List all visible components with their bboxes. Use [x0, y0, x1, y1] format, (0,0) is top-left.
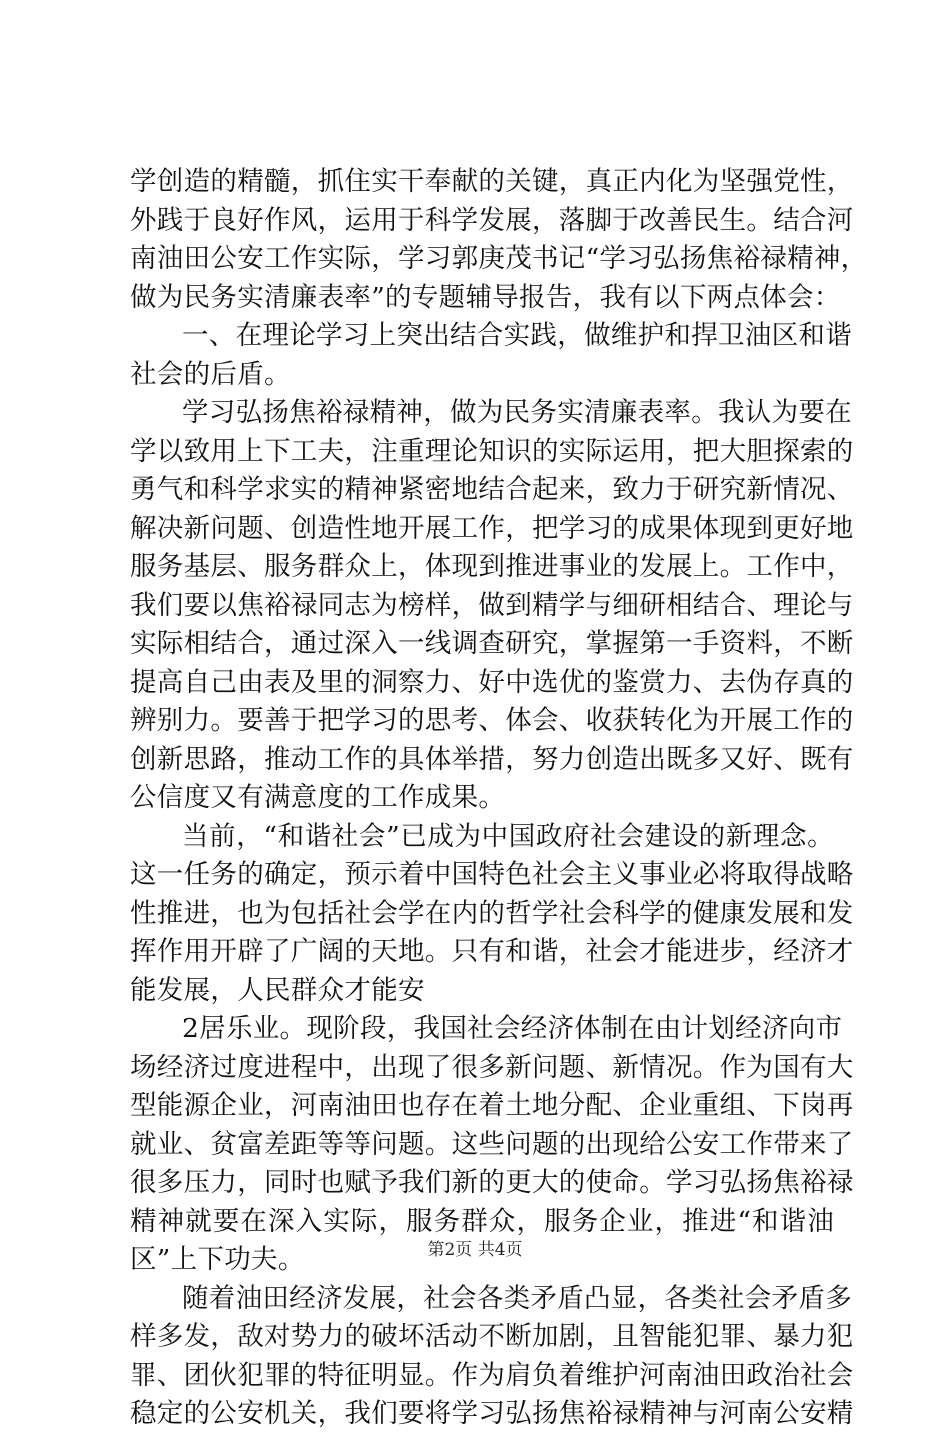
text-line: 稳定的公安机关，我们要将学习弘扬焦裕禄精神与河南公安精: [130, 1398, 854, 1429]
paragraph: [130, 1280, 854, 1434]
text-line: 做为民务实清廉表率”的专题辅导报告，我有以下两点体会：: [130, 281, 841, 313]
text-line: 勇气和科学求实的精神紧密地结合起来，致力于研究新情况、: [130, 474, 854, 505]
text-line: 我们要以焦裕禄同志为榜样，做到精学与细研相结合、理论与: [130, 589, 854, 621]
paragraph: [130, 818, 854, 1011]
text-line: 精神就要在深入实际，服务群众，服务企业，推进“和谐油: [130, 1205, 834, 1237]
text-line: 样多发，敌对势力的破坏活动不断加剧，且智能犯罪、暴力犯: [130, 1321, 854, 1352]
text-line: 提高自己由表及里的洞察力、好中选优的鉴赏力、去伪存真的: [130, 666, 854, 698]
text-line: 很多压力，同时也赋予我们新的更大的使命。学习弘扬焦裕禄: [130, 1167, 854, 1198]
text-line: 就业、贫富差距等等问题。这些问题的出现给公安工作带来了: [130, 1128, 854, 1160]
text-line: 创新思路，推动工作的具体举措，努力创造出既多又好、既有: [130, 743, 854, 775]
text-line: 当前，“和谐社会”已成为中国政府社会建设的新理念。: [182, 820, 834, 852]
paragraph: [130, 394, 854, 818]
text-line: 学创造的精髓，抓住实干奉献的关键，真正内化为坚强党性，: [130, 166, 854, 197]
text-line: 区”上下功夫。: [130, 1244, 305, 1275]
text-line: 挥作用开辟了广阔的天地。只有和谐，社会才能进步，经济才: [130, 936, 854, 967]
text-line: 外践于良好作风，运用于科学发展，落脚于改善民生。结合河: [130, 204, 854, 236]
text-line: 场经济过度进程中，出现了很多新问题、新情况。作为国有大: [130, 1051, 854, 1083]
text-line: 南油田公安工作实际，学习郭庚茂书记“学习弘扬焦裕禄精神，: [130, 243, 868, 274]
paragraph: [130, 317, 852, 394]
text-line: 型能源企业，河南油田也存在着土地分配、企业重组、下岗再: [130, 1090, 854, 1121]
text-line: 随着油田经济发展，社会各类矛盾凸显，各类社会矛盾多: [182, 1282, 852, 1314]
text-line: 这一任务的确定，预示着中国特色社会主义事业必将取得战略: [130, 859, 854, 890]
text-line: 服务基层、服务群众上，体现到推进事业的发展上。工作中，: [130, 551, 854, 582]
text-line: 学习弘扬焦裕禄精神，做为民务实清廉表率。我认为要在: [182, 397, 852, 428]
text-line: 社会的后盾。: [130, 358, 291, 390]
text-line: 辨别力。要善于把学习的思考、体会、收获转化为开展工作的: [130, 705, 854, 736]
paragraph: [130, 163, 868, 317]
page-footer: 第2页 共4页: [427, 1240, 523, 1260]
text-line: 实际相结合，通过深入一线调查研究，掌握第一手资料，不断: [130, 628, 854, 659]
text-line: 2居乐业。现阶段，我国社会经济体制在由计划经济向市: [182, 1013, 843, 1044]
text-line: 解决新问题、创造性地开展工作，把学习的成果体现到更好地: [130, 512, 854, 544]
text-line: 罪、团伙犯罪的特征明显。作为肩负着维护河南油田政治社会: [130, 1359, 854, 1391]
text-line: 学以致用上下工夫，注重理论知识的实际运用，把大胆探索的: [130, 435, 854, 467]
text-line: 能发展，人民群众才能安: [130, 974, 425, 1006]
text-line: 公信度又有满意度的工作成果。: [130, 782, 506, 813]
text-line: 一、在理论学习上突出结合实践，做维护和捍卫油区和谐: [182, 320, 852, 351]
text-line: 性推进，也为包括社会学在内的哲学社会科学的健康发展和发: [130, 897, 854, 929]
